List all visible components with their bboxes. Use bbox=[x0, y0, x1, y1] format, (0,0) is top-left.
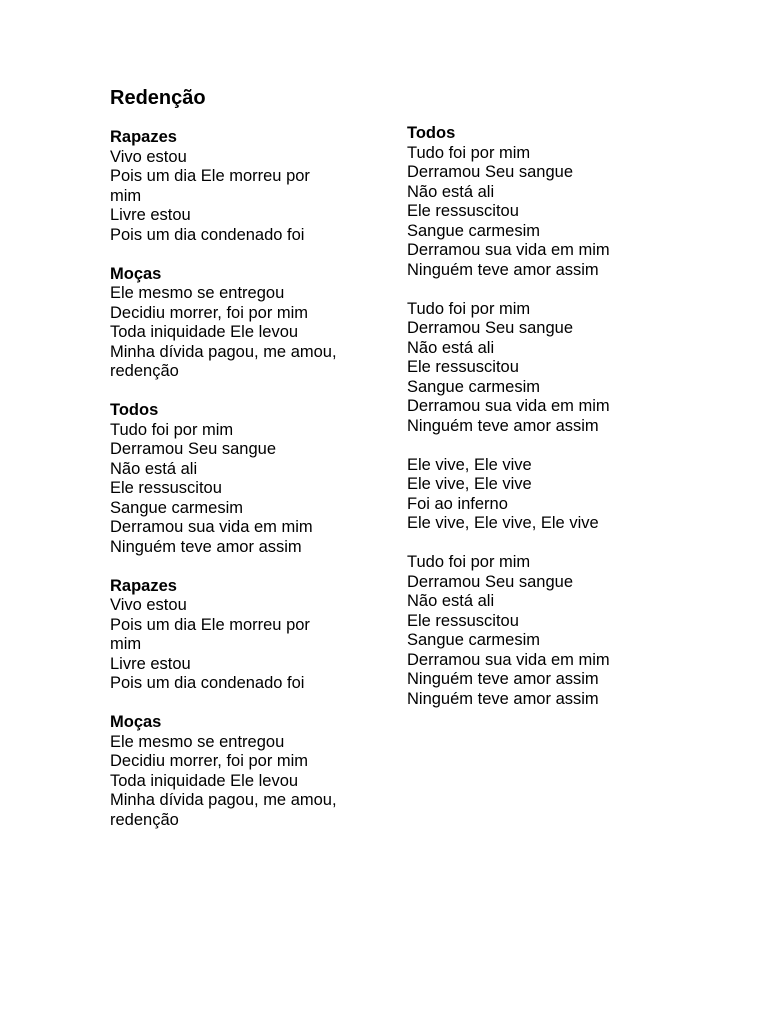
lyric-line: Decidiu morrer, foi por mim bbox=[110, 752, 309, 770]
lyric-line: Derramou Seu sangue bbox=[407, 163, 574, 181]
lyric-line: Derramou sua vida em mim bbox=[407, 397, 610, 415]
stanza-heading: Todos bbox=[407, 124, 456, 142]
lyric-line: Toda iniquidade Ele levou bbox=[110, 771, 299, 790]
lyric-line: Livre estou bbox=[110, 654, 191, 673]
lyric-line: Ele ressuscitou bbox=[110, 479, 222, 497]
lyric-line: Não está ali bbox=[110, 459, 198, 478]
lyric-line: Derramou sua vida em mim bbox=[407, 241, 610, 259]
lyrics-stanza bbox=[110, 401, 380, 557]
lyric-line: Ele ressuscitou bbox=[407, 611, 519, 630]
lyric-line: Sangue carmesim bbox=[110, 498, 243, 517]
lyric-line: Tudo foi por mim bbox=[407, 299, 531, 318]
lyric-line: Minha dívida pagou, me amou, bbox=[110, 342, 337, 361]
lyric-line: Pois um dia condenado foi bbox=[110, 674, 305, 692]
lyric-line: Pois um dia Ele morreu por bbox=[110, 615, 310, 634]
lyrics-stanza bbox=[110, 128, 380, 245]
lyric-line: Sangue carmesim bbox=[407, 221, 540, 240]
lyric-line: Tudo foi por mim bbox=[407, 143, 531, 162]
lyric-line: redenção bbox=[110, 810, 179, 829]
lyric-line: Ele mesmo se entregou bbox=[110, 732, 285, 751]
lyric-line: Derramou Seu sangue bbox=[407, 572, 574, 591]
lyric-line: Ninguém teve amor assim bbox=[110, 537, 302, 556]
page-title: Redenção bbox=[110, 87, 206, 109]
lyric-line: Livre estou bbox=[110, 206, 191, 224]
lyric-line: Ele ressuscitou bbox=[407, 358, 519, 376]
lyric-line: Derramou sua vida em mim bbox=[110, 518, 313, 536]
lyric-line: Ninguém teve amor assim bbox=[407, 689, 599, 708]
lyric-line: Vivo estou bbox=[110, 596, 187, 614]
lyric-line: Ele ressuscitou bbox=[407, 202, 519, 220]
lyric-line: Derramou Seu sangue bbox=[110, 440, 277, 458]
lyric-line: Derramou Seu sangue bbox=[407, 319, 574, 337]
lyric-line: Vivo estou bbox=[110, 147, 187, 166]
lyric-line: Não está ali bbox=[407, 592, 495, 610]
lyric-line: Pois um dia condenado foi bbox=[110, 225, 305, 244]
lyric-line: redenção bbox=[110, 362, 179, 380]
lyrics-stanza bbox=[407, 456, 677, 534]
lyric-line: Minha dívida pagou, me amou, bbox=[110, 791, 337, 809]
lyric-line: mim bbox=[110, 186, 142, 205]
lyric-line: Sangue carmesim bbox=[407, 631, 540, 649]
lyric-line: Pois um dia Ele morreu por bbox=[110, 167, 310, 185]
lyric-line: Ninguém teve amor assim bbox=[407, 416, 599, 435]
lyric-line: Não está ali bbox=[407, 338, 495, 357]
lyric-line: Derramou sua vida em mim bbox=[407, 650, 610, 669]
lyrics-stanza bbox=[110, 713, 380, 830]
lyric-line: Não está ali bbox=[407, 182, 495, 201]
lyric-line: mim bbox=[110, 635, 142, 653]
lyric-line: Foi ao inferno bbox=[407, 494, 508, 513]
lyric-line: Toda iniquidade Ele levou bbox=[110, 323, 299, 341]
lyric-line: Tudo foi por mim bbox=[110, 420, 234, 439]
lyric-line: Ele mesmo se entregou bbox=[110, 284, 285, 302]
lyric-line: Ninguém teve amor assim bbox=[407, 260, 599, 279]
lyrics-column-right bbox=[407, 124, 677, 729]
lyric-line: Decidiu morrer, foi por mim bbox=[110, 303, 309, 322]
stanza-heading: Todos bbox=[110, 401, 159, 419]
lyric-line: Ele vive, Ele vive, Ele vive bbox=[407, 514, 599, 532]
lyrics-stanza bbox=[407, 124, 677, 280]
stanza-heading: Rapazes bbox=[110, 576, 177, 595]
lyrics-stanza bbox=[407, 300, 677, 437]
stanza-heading: Moças bbox=[110, 713, 162, 731]
lyric-line: Ninguém teve amor assim bbox=[407, 670, 599, 688]
lyric-line: Ele vive, Ele vive bbox=[407, 475, 532, 493]
lyrics-column-left bbox=[110, 128, 380, 850]
lyric-line: Sangue carmesim bbox=[407, 377, 540, 396]
lyrics-stanza bbox=[110, 265, 380, 382]
lyrics-stanza bbox=[110, 577, 380, 694]
stanza-heading: Moças bbox=[110, 264, 162, 283]
lyric-line: Ele vive, Ele vive bbox=[407, 455, 532, 474]
lyrics-stanza bbox=[407, 553, 677, 709]
lyric-line: Tudo foi por mim bbox=[407, 553, 531, 571]
stanza-heading: Rapazes bbox=[110, 128, 177, 146]
